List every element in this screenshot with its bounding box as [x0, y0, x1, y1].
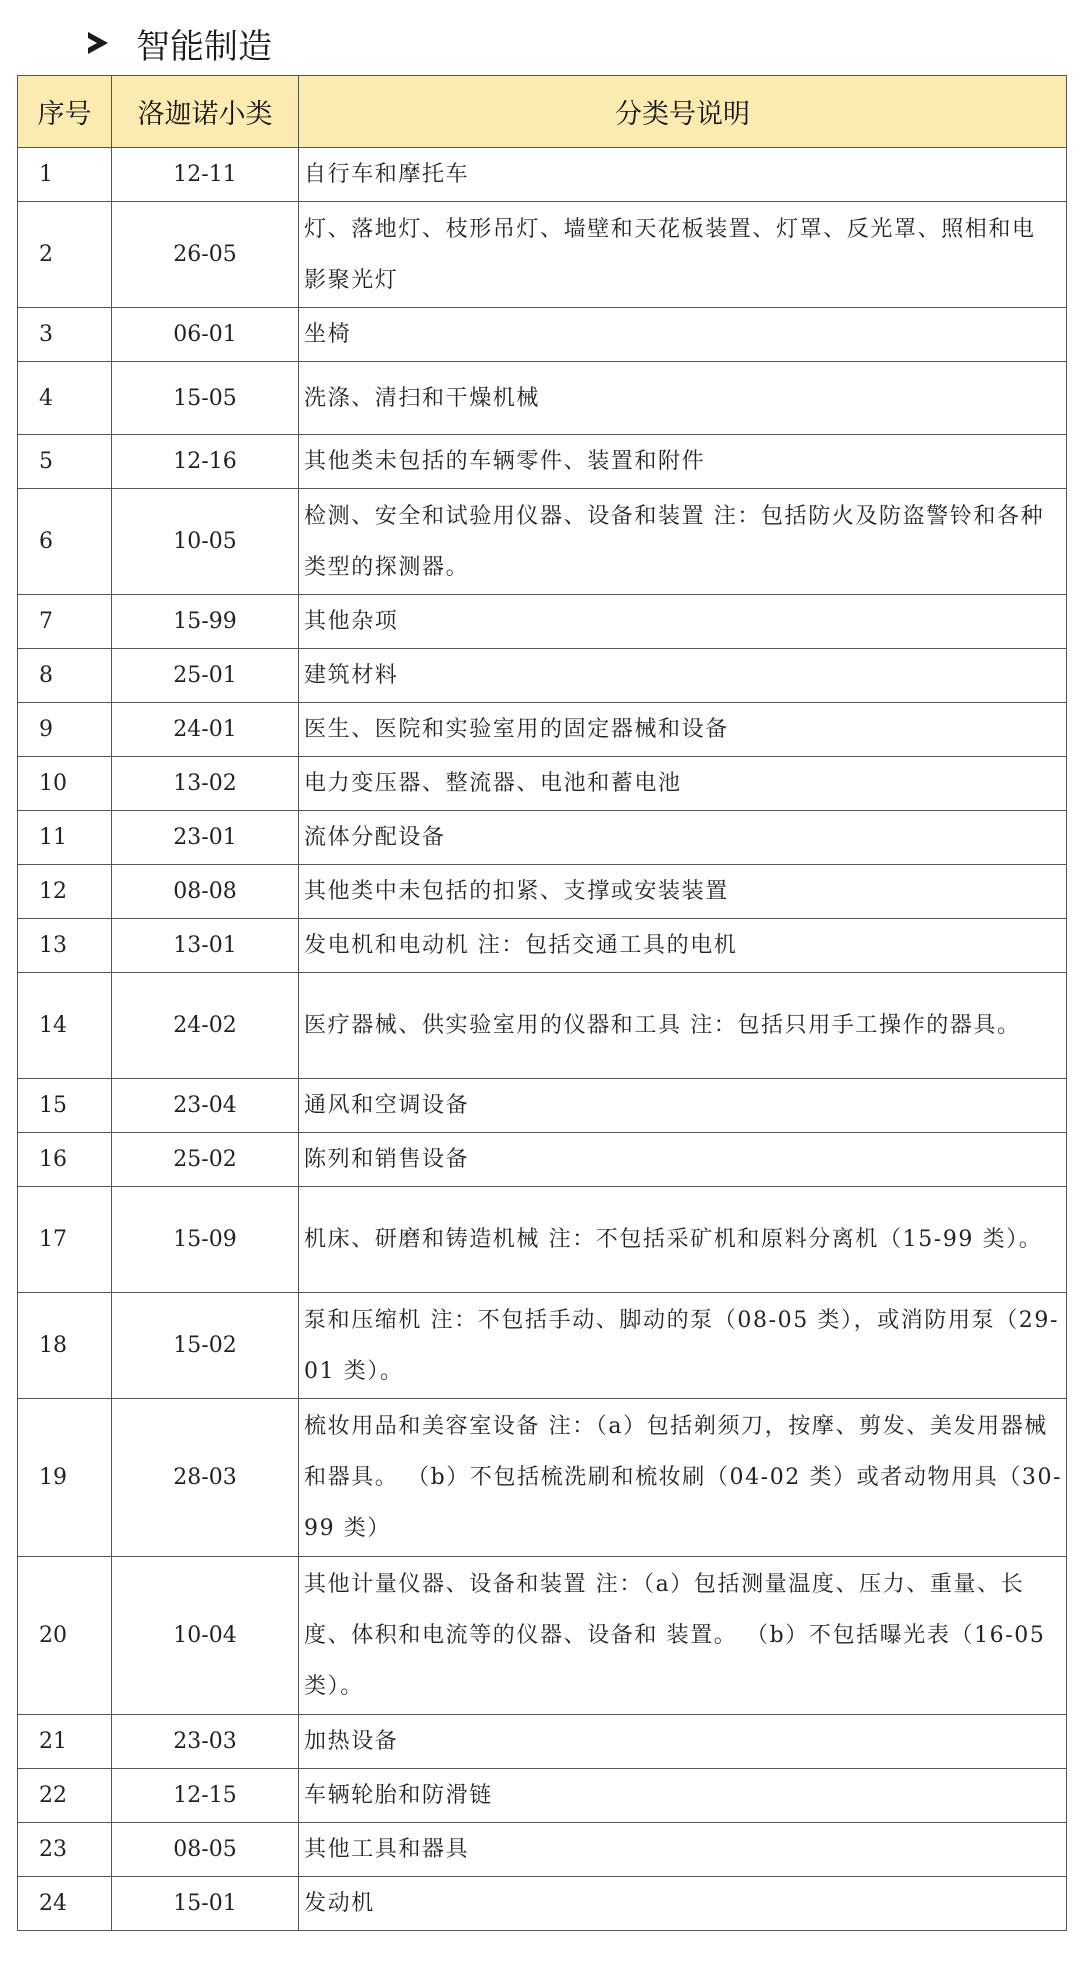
table-row	[18, 362, 1067, 435]
locarno-code: 25-02	[112, 1133, 299, 1187]
locarno-code: 10-04	[112, 1557, 299, 1715]
locarno-code: 28-03	[112, 1399, 299, 1557]
row-number: 5	[18, 435, 112, 489]
row-number: 16	[18, 1133, 112, 1187]
locarno-code: 13-02	[112, 757, 299, 811]
locarno-code: 08-05	[112, 1823, 299, 1877]
table-row	[18, 811, 1067, 865]
table-row	[18, 308, 1067, 362]
row-number: 3	[18, 308, 112, 362]
row-number: 23	[18, 1823, 112, 1877]
section-title: 智能制造	[136, 26, 272, 67]
table-row	[18, 973, 1067, 1079]
class-description: 机床、研磨和铸造机械 注：不包括采矿机和原料分离机（15-99 类）。	[299, 1187, 1067, 1293]
table-row	[18, 1715, 1067, 1769]
class-description: 电力变压器、整流器、电池和蓄电池	[299, 757, 1067, 811]
row-number: 15	[18, 1079, 112, 1133]
class-description: 其他类未包括的车辆零件、装置和附件	[299, 435, 1067, 489]
table-row	[18, 1557, 1067, 1715]
table-row	[18, 1293, 1067, 1399]
class-description: 加热设备	[299, 1715, 1067, 1769]
locarno-code: 23-03	[112, 1715, 299, 1769]
row-number: 13	[18, 919, 112, 973]
class-description: 自行车和摩托车	[299, 148, 1067, 202]
row-number: 24	[18, 1877, 112, 1931]
table-row	[18, 595, 1067, 649]
class-description: 梳妆用品和美容室设备 注：（a）包括剃须刀，按摩、剪发、美发用器械和器具。 （b）不包括梳洗刷和梳妆刷（04-02 类）或者动物用具（30-99 类）	[299, 1399, 1067, 1557]
locarno-code: 15-09	[112, 1187, 299, 1293]
row-number: 22	[18, 1769, 112, 1823]
table-row	[18, 1769, 1067, 1823]
class-description: 医生、医院和实验室用的固定器械和设备	[299, 703, 1067, 757]
table-body	[18, 148, 1067, 1931]
locarno-code: 12-11	[112, 148, 299, 202]
locarno-code: 10-05	[112, 489, 299, 595]
row-number: 21	[18, 1715, 112, 1769]
locarno-code: 23-01	[112, 811, 299, 865]
locarno-code: 25-01	[112, 649, 299, 703]
row-number: 10	[18, 757, 112, 811]
table-row	[18, 1187, 1067, 1293]
table-row	[18, 202, 1067, 308]
row-number: 18	[18, 1293, 112, 1399]
table-row	[18, 1877, 1067, 1931]
locarno-code: 15-99	[112, 595, 299, 649]
row-number: 17	[18, 1187, 112, 1293]
class-description: 泵和压缩机 注：不包括手动、脚动的泵（08-05 类），或消防用泵（29-01 类）。	[299, 1293, 1067, 1399]
class-description: 发动机	[299, 1877, 1067, 1931]
table-row	[18, 1133, 1067, 1187]
arrowhead-bullet-icon	[88, 32, 108, 54]
locarno-code: 15-01	[112, 1877, 299, 1931]
row-number: 7	[18, 595, 112, 649]
row-number: 14	[18, 973, 112, 1079]
locarno-code: 12-15	[112, 1769, 299, 1823]
table-row	[18, 1079, 1067, 1133]
class-description: 发电机和电动机 注：包括交通工具的电机	[299, 919, 1067, 973]
table-row	[18, 1823, 1067, 1877]
locarno-code: 08-08	[112, 865, 299, 919]
table-row	[18, 919, 1067, 973]
class-description: 洗涤、清扫和干燥机械	[299, 362, 1067, 435]
row-number: 9	[18, 703, 112, 757]
row-number: 12	[18, 865, 112, 919]
locarno-code: 26-05	[112, 202, 299, 308]
locarno-code: 24-01	[112, 703, 299, 757]
row-number: 2	[18, 202, 112, 308]
class-description: 其他工具和器具	[299, 1823, 1067, 1877]
table-row	[18, 703, 1067, 757]
locarno-code: 12-16	[112, 435, 299, 489]
class-description: 医疗器械、供实验室用的仪器和工具 注：包括只用手工操作的器具。	[299, 973, 1067, 1079]
row-number: 19	[18, 1399, 112, 1557]
table-row	[18, 435, 1067, 489]
locarno-code: 15-02	[112, 1293, 299, 1399]
row-number: 6	[18, 489, 112, 595]
locarno-code: 15-05	[112, 362, 299, 435]
class-description: 通风和空调设备	[299, 1079, 1067, 1133]
class-description: 检测、安全和试验用仪器、设备和装置 注：包括防火及防盗警铃和各种类型的探测器。	[299, 489, 1067, 595]
table-row	[18, 148, 1067, 202]
table-row	[18, 489, 1067, 595]
locarno-code: 24-02	[112, 973, 299, 1079]
column-header-locarno-class: 洛迦诺小类	[112, 76, 299, 148]
row-number: 20	[18, 1557, 112, 1715]
table-row	[18, 649, 1067, 703]
column-header-description: 分类号说明	[299, 76, 1067, 148]
locarno-code: 06-01	[112, 308, 299, 362]
class-description: 车辆轮胎和防滑链	[299, 1769, 1067, 1823]
table-row	[18, 757, 1067, 811]
class-description: 其他计量仪器、设备和装置 注：（a）包括测量温度、压力、重量、长度、体积和电流等的仪器、设备和 装置。 （b）不包括曝光表（16-05 类）。	[299, 1557, 1067, 1715]
class-description: 其他杂项	[299, 595, 1067, 649]
section-heading	[88, 18, 272, 68]
table-row	[18, 1399, 1067, 1557]
locarno-code: 13-01	[112, 919, 299, 973]
row-number: 1	[18, 148, 112, 202]
row-number: 4	[18, 362, 112, 435]
class-description: 坐椅	[299, 308, 1067, 362]
column-header-no: 序号	[18, 76, 112, 148]
row-number: 8	[18, 649, 112, 703]
locarno-code: 23-04	[112, 1079, 299, 1133]
classification-table	[17, 75, 1067, 1931]
table-row	[18, 865, 1067, 919]
table-header-row	[18, 76, 1067, 148]
class-description: 灯、落地灯、枝形吊灯、墙壁和天花板装置、灯罩、反光罩、照相和电 影聚光灯	[299, 202, 1067, 308]
row-number: 11	[18, 811, 112, 865]
class-description: 其他类中未包括的扣紧、支撑或安装装置	[299, 865, 1067, 919]
class-description: 流体分配设备	[299, 811, 1067, 865]
class-description: 陈列和销售设备	[299, 1133, 1067, 1187]
class-description: 建筑材料	[299, 649, 1067, 703]
